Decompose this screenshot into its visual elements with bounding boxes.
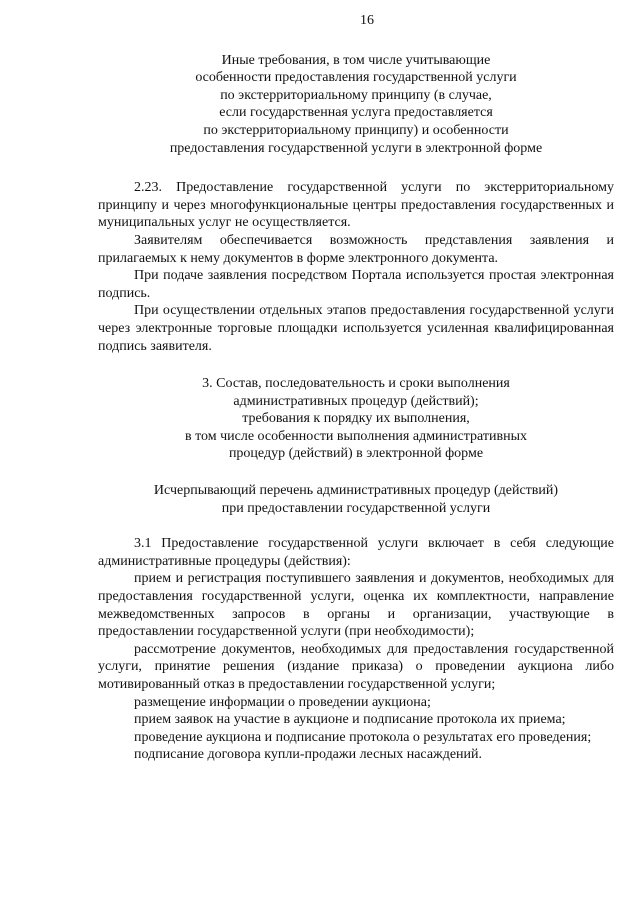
document-page [98, 12, 614, 764]
procedure-item: рассмотрение документов, необходимых для предоставления государственной услуги, принятие решения (издание приказа) о проведении аукциона либо мотивированный отказ в предоставлении государственной услуги; [98, 641, 614, 692]
heading-line: требования к порядку их выполнения, [242, 411, 470, 427]
heading-line: предоставления государственной услуги в электронной форме [169, 140, 543, 156]
procedure-item: подписание договора купли-продажи лесных насаждений. [134, 747, 483, 763]
page-number: 16 [360, 13, 374, 28]
procedure-item: прием и регистрация поступившего заявления и документов, необходимых для предоставления государственной услуги, оценка их комплектности, направление межведомственных запросов в органы и организации, участвующие в предоставлении государственной услуги (при необходимости); [98, 571, 614, 640]
paragraph-3-1: 3.1 Предоставление государственной услуги включает в себя следующие административные процедуры (действия): [98, 536, 614, 569]
procedure-item: проведение аукциона и подписание протокола о результатах его проведения; [134, 729, 592, 745]
heading-line: 3. Состав, последовательность и сроки выполнения [202, 376, 510, 392]
heading-line: Исчерпывающий перечень административных процедур (действий) [153, 483, 559, 499]
heading-line: при предоставлении государственной услуги [221, 500, 491, 516]
heading-line: по экстерриториальному принципу (в случае, [220, 87, 492, 103]
procedure-item: прием заявок на участие в аукционе и подписание протокола их приема; [134, 712, 566, 728]
procedure-item: размещение информации о проведении аукциона; [134, 694, 431, 710]
heading-line: если государственная услуга предоставляется [219, 105, 493, 121]
heading-line: в том числе особенности выполнения административных [184, 428, 528, 444]
paragraph-simple-signature: При подаче заявления посредством Портала используется простая электронная подпись. [98, 268, 614, 301]
paragraph-qualified-signature: При осуществлении отдельных этапов предоставления государственной услуги через электронные торговые площадки используется усиленная квалифицированная подпись заявителя. [98, 303, 614, 354]
heading-line: административных процедур (действий); [233, 393, 479, 409]
heading-line: Иные требования, в том числе учитывающие [221, 52, 491, 68]
subheading-procedures-list [98, 482, 614, 517]
paragraph-2-23: 2.23. Предоставление государственной услуги по экстерриториальному принципу и через многофункциональные центры предоставления государственных и муниципальных услуг не осуществляется. [98, 180, 614, 231]
paragraph-electronic-document: Заявителям обеспечивается возможность представления заявления и прилагаемых к нему документов в форме электронного документа. [98, 232, 614, 266]
section-heading-other-requirements [98, 52, 614, 158]
heading-line: процедур (действий) в электронной форме [228, 446, 484, 462]
heading-line: по экстерриториальному принципу) и особенности [203, 122, 509, 138]
heading-line: особенности предоставления государственной услуги [195, 70, 517, 86]
section-heading-3 [98, 375, 614, 463]
